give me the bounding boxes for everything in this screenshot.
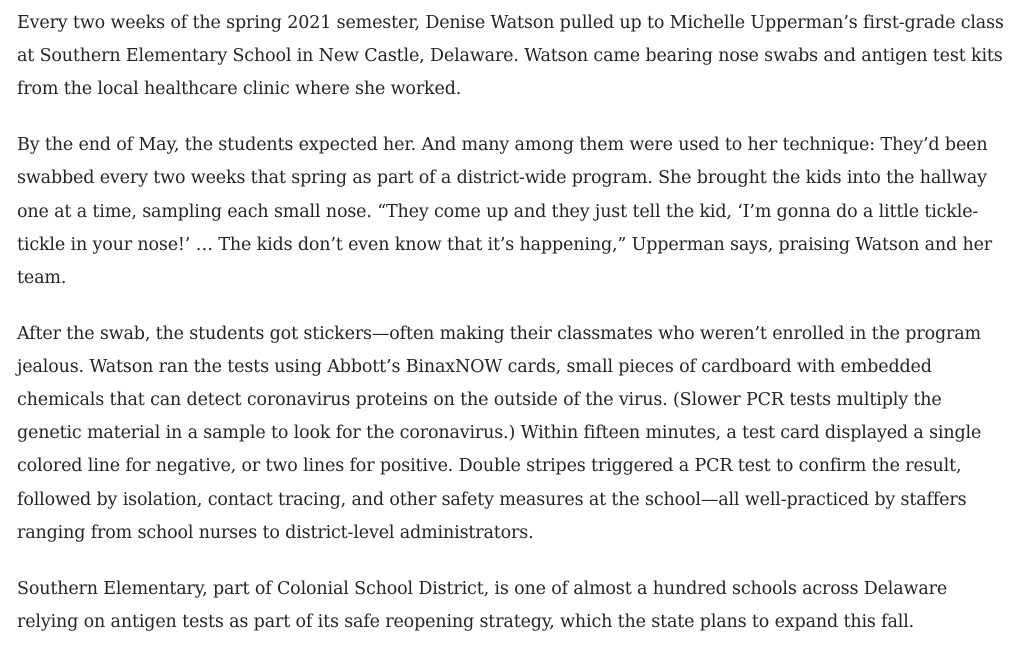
article-paragraph: Southern Elementary, part of Colonial School District, is one of almost a hundred schools across Delaware relying on antigen tests as part of its safe reopening strategy, which the state plans to expand this fall. [17, 578, 948, 632]
article-body [17, 7, 1007, 661]
article-paragraph: After the swab, the students got stickers—often making their classmates who weren’t enrolled in the program jealous. Watson ran the tests using Abbott’s BinaxNOW cards, small pieces of cardboard with embedded chemicals that can detect coronavirus proteins on the outside of the virus. (Slower PCR tests multiply the genetic material in a sample to look for the coronavirus.) Within fifteen minutes, a test card displayed a single colored line for negative, or two lines for positive. Double stripes triggered a PCR test to confirm the result, followed by isolation, contact tracing, and other safety measures at the school—all well-practiced by staffers ranging from school nurses to district-level administrators. [17, 323, 982, 543]
article-paragraph: Every two weeks of the spring 2021 semester, Denise Watson pulled up to Michelle Upperman’s first-grade class at Southern Elementary School in New Castle, Delaware. Watson came bearing nose swabs and antigen test kits from the local healthcare clinic where she worked. [17, 13, 1004, 100]
article-paragraph: By the end of May, the students expected her. And many among them were used to her technique: They’d been swabbed every two weeks that spring as part of a district-wide program. She brought the kids into the hallway one at a time, sampling each small nose. “They come up and they just tell the kid, ‘I’m gonna do a little tickle-tickle in your nose!’ … The kids don’t even know that it’s happening,” Upperman says, praising Watson and her team. [17, 135, 993, 288]
